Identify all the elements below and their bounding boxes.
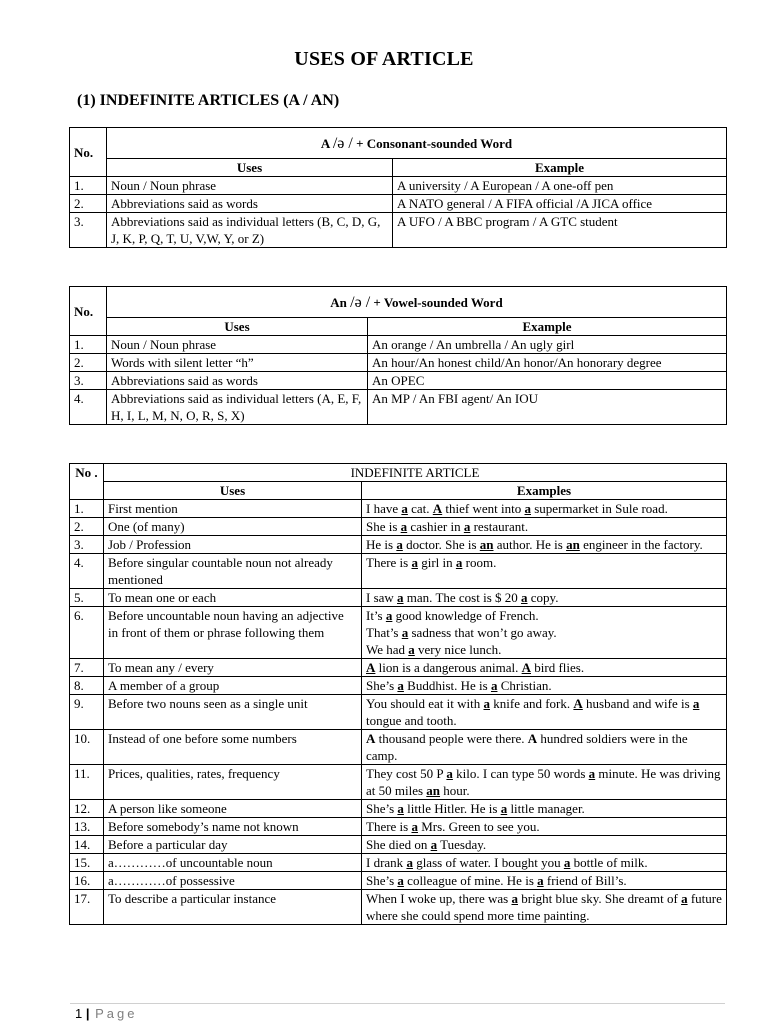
row-number: 6. [70,607,104,659]
row-use: Before somebody’s name not known [104,818,362,836]
table-row [70,890,727,925]
section-heading: (1) INDEFINITE ARTICLES (A / AN) [77,92,340,109]
uses-column-header: Uses [107,318,368,336]
article-highlight: A [432,501,443,516]
table-row [70,354,727,372]
row-number: 16. [70,872,104,890]
row-example: A UFO / A BBC program / A GTC student [393,213,727,248]
row-example: An hour/An honest child/An honor/An honorary degree [368,354,727,372]
article-highlight: a [500,801,508,816]
row-example: She’s a colleague of mine. He is a friend of Bill’s. [362,872,727,890]
row-example: She’s a little Hitler. He is a little manager. [362,800,727,818]
article-highlight: a [397,873,404,888]
phonetic-symbol: /ə / [332,134,353,152]
row-use: Noun / Noun phrase [107,177,393,195]
row-use: Before uncountable noun having an adjective in front of them or phrase following them [104,607,362,659]
table-header [107,287,727,318]
row-example: She died on a Tuesday. [362,836,727,854]
table-row [70,765,727,800]
header-text: + Vowel-sounded Word [373,294,503,310]
row-use: Before two nouns seen as a single unit [104,695,362,730]
article-highlight: a [411,819,418,834]
table-row [70,695,727,730]
article-highlight: a [408,642,415,657]
row-use: Abbreviations said as words [107,372,368,390]
row-use: Job / Profession [104,536,362,554]
row-use: First mention [104,500,362,518]
article-highlight: a [537,873,544,888]
table-body [70,336,727,425]
table-row [70,677,727,695]
no-header: No. [70,128,107,177]
table-row [70,372,727,390]
row-number: 3. [70,536,104,554]
table-row [70,536,727,554]
row-use: Abbreviations said as individual letters (B, C, D, G, J, K, P, Q, T, U, V,W, Y, or Z) [107,213,393,248]
row-number: 3. [70,213,107,248]
row-example: I have a cat. A thief went into a supermarket in Sule road. [362,500,727,518]
row-example: There is a Mrs. Green to see you. [362,818,727,836]
table-row [70,659,727,677]
article-highlight: a [483,696,490,711]
article-highlight: a [563,855,571,870]
row-use: Before singular countable noun not already mentioned [104,554,362,589]
article-highlight: a [455,555,463,570]
header-prefix: An [330,294,347,310]
row-number: 2. [70,518,104,536]
article-highlight: a [397,801,404,816]
table-row [70,500,727,518]
article-highlight: a [692,696,700,711]
row-use: To mean one or each [104,589,362,607]
row-example: I drank a glass of water. I bought you a bottle of milk. [362,854,727,872]
table-body [70,177,727,248]
table-row [70,213,727,248]
table-row [70,836,727,854]
page-footer [75,1006,138,1021]
row-example: A university / A European / A one-off pen [393,177,727,195]
phonetic-symbol: /ə / [350,293,371,311]
row-example: He is a doctor. She is an author. He is an engineer in the factory. [362,536,727,554]
row-number: 4. [70,554,104,589]
article-highlight: an [426,783,441,798]
table-row [70,554,727,589]
row-number: 8. [70,677,104,695]
article-highlight: a [397,590,404,605]
row-number: 15. [70,854,104,872]
table-row [70,589,727,607]
row-example: I saw a man. The cost is $ 20 a copy. [362,589,727,607]
article-highlight: a [463,519,471,534]
article-highlight: a [406,855,413,870]
footer-separator: | [85,1006,90,1021]
row-example: A lion is a dangerous animal. A bird flies. [362,659,727,677]
row-example: A thousand people were there. A hundred soldiers were in the camp. [362,730,727,765]
row-example: It’s a good knowledge of French. That’s a sadness that won’t go away. We had a very nice lunch. [362,607,727,659]
table-body [70,500,727,925]
article-highlight: A [366,731,376,746]
row-number: 13. [70,818,104,836]
no-header: No. [70,287,107,336]
consonant-article-table [69,127,727,248]
row-number: 7. [70,659,104,677]
uses-column-header: Uses [107,159,393,177]
row-number: 14. [70,836,104,854]
article-highlight: a [401,501,408,516]
row-example: She is a cashier in a restaurant. [362,518,727,536]
article-highlight: a [490,678,498,693]
row-number: 1. [70,336,107,354]
row-use: Prices, qualities, rates, frequency [104,765,362,800]
table-row [70,195,727,213]
row-number: 5. [70,589,104,607]
row-use: A person like someone [104,800,362,818]
article-highlight: a [681,891,688,906]
article-highlight: a [430,837,438,852]
article-highlight: A [573,696,583,711]
vowel-article-table [69,286,727,425]
row-example: You should eat it with a knife and fork. A husband and wife is a tongue and tooth. [362,695,727,730]
header-prefix: A [320,135,330,151]
footer-divider [70,1003,725,1004]
row-number: 2. [70,195,107,213]
row-use: Abbreviations said as individual letters (A, E, F, H, I, L, M, N, O, R, S, X) [107,390,368,425]
table-row [70,818,727,836]
table-row [70,177,727,195]
row-example: They cost 50 P a kilo. I can type 50 words a minute. He was driving at 50 miles an hour. [362,765,727,800]
article-highlight: a [446,766,453,781]
article-highlight: a [411,555,418,570]
table-heading: INDEFINITE ARTICLE [104,464,727,482]
article-highlight: an [566,537,580,552]
header-text: + Consonant-sounded Word [356,135,513,151]
row-number: 1. [70,177,107,195]
article-highlight: a [400,519,408,534]
uses-column-header: Uses [104,482,362,500]
row-use: a…………of uncountable noun [104,854,362,872]
row-number: 1. [70,500,104,518]
row-use: To describe a particular instance [104,890,362,925]
row-use: A member of a group [104,677,362,695]
article-highlight: a [511,891,518,906]
row-example: An orange / An umbrella / An ugly girl [368,336,727,354]
row-number: 2. [70,354,107,372]
table-header [107,128,727,159]
article-highlight: a [385,608,393,623]
row-use: a…………of possessive [104,872,362,890]
example-column-header: Example [393,159,727,177]
row-number: 9. [70,695,104,730]
row-example: An OPEC [368,372,727,390]
example-column-header: Example [368,318,727,336]
table-row [70,854,727,872]
row-number: 12. [70,800,104,818]
row-number: 10. [70,730,104,765]
row-number: 3. [70,372,107,390]
page-label: Page [95,1006,138,1021]
row-example: When I woke up, there was a bright blue sky. She dreamt of a future where she could spend more time painting. [362,890,727,925]
article-highlight: A [521,660,531,675]
table-row [70,730,727,765]
article-highlight: A [366,660,376,675]
indefinite-article-uses-table [69,463,727,925]
row-use: Words with silent letter “h” [107,354,368,372]
page-title: USES OF ARTICLE [294,48,474,70]
article-highlight: a [397,678,404,693]
table-row [70,872,727,890]
article-highlight: A [527,731,538,746]
row-use: One (of many) [104,518,362,536]
row-use: Before a particular day [104,836,362,854]
row-number: 17. [70,890,104,925]
row-use: Noun / Noun phrase [107,336,368,354]
article-highlight: an [479,537,494,552]
no-header: No . [70,464,104,500]
article-highlight: a [396,537,403,552]
table-row [70,390,727,425]
article-highlight: a [401,625,409,640]
article-highlight: a [588,766,596,781]
row-use: Instead of one before some numbers [104,730,362,765]
table-row [70,607,727,659]
row-number: 4. [70,390,107,425]
article-highlight: a [524,501,531,516]
row-number: 11. [70,765,104,800]
table-row [70,518,727,536]
row-example: A NATO general / A FIFA official /A JICA office [393,195,727,213]
article-highlight: a [521,590,528,605]
row-example: She’s a Buddhist. He is a Christian. [362,677,727,695]
examples-column-header: Examples [362,482,727,500]
row-use: To mean any / every [104,659,362,677]
row-example: There is a girl in a room. [362,554,727,589]
table-row [70,336,727,354]
page-number: 1 [75,1006,83,1021]
row-example: An MP / An FBI agent/ An IOU [368,390,727,425]
row-use: Abbreviations said as words [107,195,393,213]
table-row [70,800,727,818]
